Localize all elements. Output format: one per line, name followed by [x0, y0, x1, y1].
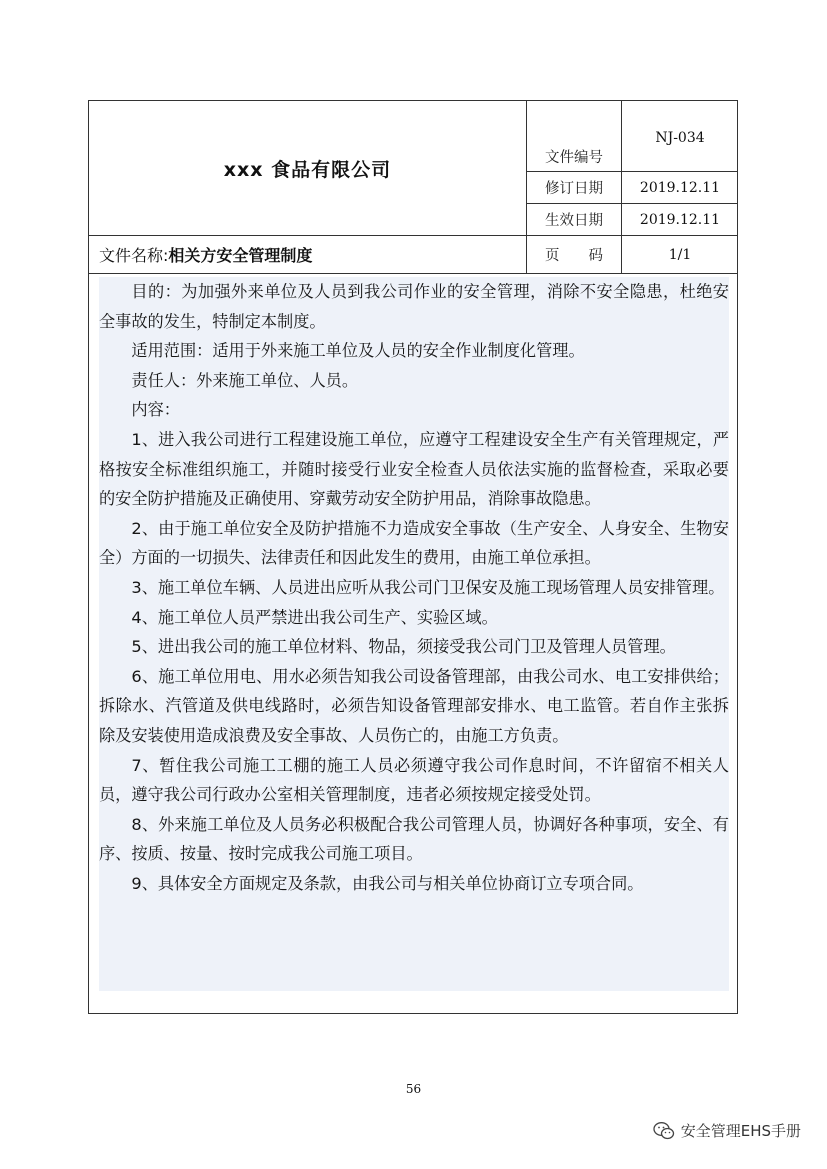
effective-date-value: 2019.12.11	[639, 211, 721, 228]
paragraph-item-9: 9、具体安全方面规定及条款，由我公司与相关单位协商订立专项合同。	[131, 873, 644, 893]
wechat-icon	[653, 1121, 675, 1141]
page-value: 1/1	[668, 246, 692, 263]
paragraph-item-5: 5、进出我公司的施工单位材料、物品，须接受我公司门卫及管理人员管理。	[131, 637, 676, 657]
paragraph-item-2: 2、由于施工单位安全及防护措施不力造成安全事故（生产安全、人身安全、生物安全）方面的一切损失、法律责任和因此发生的费用，由施工单位承担。	[99, 518, 729, 568]
revise-date-value: 2019.12.11	[639, 179, 721, 196]
doc-no-value: NJ-034	[655, 130, 705, 146]
page-number: 56	[405, 1082, 422, 1096]
effective-date-label: 生效日期	[545, 213, 603, 229]
paragraph-item-8: 8、外来施工单位及人员务必积极配合我公司管理人员，协调好各种事项，安全、有序、按质、按量、按时完成我公司施工项目。	[99, 814, 729, 864]
document-name-value: 相关方安全管理制度	[168, 246, 313, 265]
paragraph-item-1: 1、进入我公司进行工程建设施工单位，应遵守工程建设安全生产有关管理规定，严格按安全标准组织施工，并随时接受行业安全检查人员依法实施的监督检查，采取必要的安全防护措施及正确使用、穿戴劳动安全防护用品，消除事故隐患。	[99, 429, 729, 509]
document-table	[88, 100, 738, 1014]
paragraph-item-6: 6、施工单位用电、用水必须告知我公司设备管理部，由我公司水、电工安排供给；拆除水、汽管道及供电线路时，必须告知设备管理部安排水、电工监管。若自作主张拆除及安装使用造成浪费及安全事故、人员伤亡的，由施工方负责。	[99, 666, 729, 745]
paragraph-purpose: 目的：为加强外来单位及人员到我公司作业的安全管理，消除不安全隐患，杜绝安全事故的发生，特制定本制度。	[99, 282, 729, 331]
paragraph-content-heading: 内容：	[131, 400, 180, 420]
document-name-row	[99, 236, 312, 273]
document-name-label: 文件名称:	[99, 246, 169, 265]
paragraph-scope: 适用范围：适用于外来施工单位及人员的安全作业制度化管理。	[131, 341, 585, 361]
paragraph-responsible: 责任人：外来施工单位、人员。	[131, 370, 359, 390]
row-divider	[89, 273, 738, 274]
doc-no-label: 文件编号	[545, 149, 603, 166]
watermark	[653, 1120, 801, 1141]
document-body	[99, 277, 729, 991]
watermark-text: 安全管理EHS手册	[680, 1122, 801, 1140]
paragraph-item-4: 4、施工单位人员严禁进出我公司生产、实验区域。	[131, 607, 498, 627]
revise-date-label: 修订日期	[545, 181, 603, 197]
page-label: 页 码	[545, 248, 603, 264]
paragraph-item-7: 7、暂住我公司施工工棚的施工人员必须遵守我公司作息时间，不许留宿不相关人员，遵守我公司行政办公室相关管理制度，违者必须按规定接受处罚。	[99, 755, 729, 805]
paragraph-item-3: 3、施工单位车辆、人员进出应听从我公司门卫保安及施工现场管理人员安排管理。	[131, 577, 725, 597]
company-name: xxx 食品有限公司	[223, 158, 392, 181]
